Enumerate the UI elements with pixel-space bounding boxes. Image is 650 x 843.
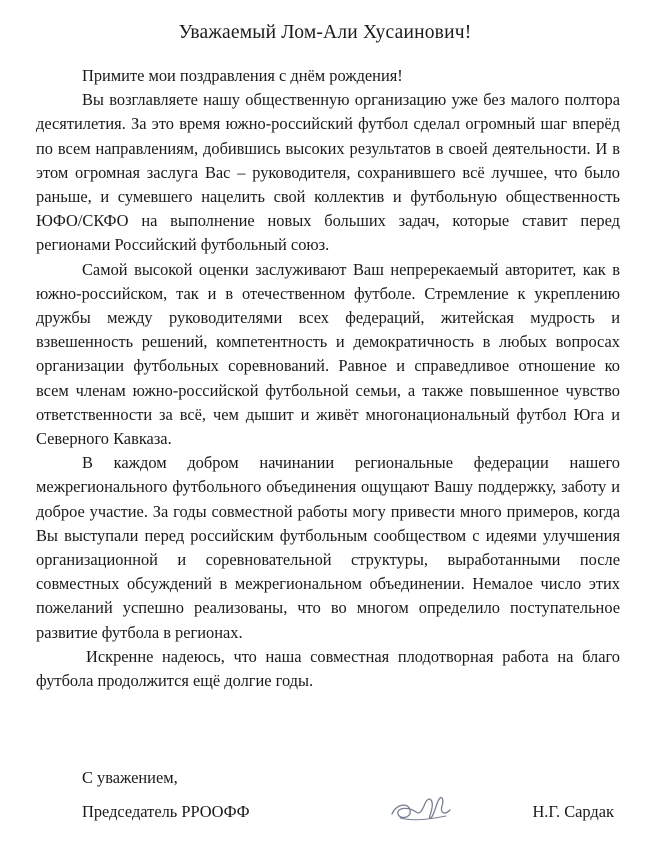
signer-title: Председатель РРООФФ xyxy=(82,802,250,821)
body-paragraph: Искренне надеюсь, что наша совместная плодотворная работа на благо футбола продолжится ещё долгие годы. xyxy=(36,646,620,691)
body-paragraph: Вы возглавляете нашу общественную организацию уже без малого полтора десятилетия. За это время южно-российский футбол сделал огромный шаг вперёд по всем направлениям, добившись высоких результатов в своей деятельности. И в этом огромная заслуга Вас – руководителя, сохранившего всё лучшее, что было раньше, и сумевшего нацелить свой коллектив и футбольную общественность ЮФО/СКФО на выполнение новых больших задач, которые ставит перед регионами Российский футбольный союз. xyxy=(36,90,620,255)
letter-body xyxy=(36,64,620,693)
greeting-paragraph: Примите мои поздравления с днём рождения! xyxy=(82,66,403,85)
letter-salutation: Уважаемый Лом-Али Хусаинович! xyxy=(178,22,472,43)
closing-phrase: С уважением, xyxy=(82,768,178,787)
handwritten-signature-icon xyxy=(386,788,456,828)
body-paragraph: Самой высокой оценки заслуживают Ваш непререкаемый авторитет, как в южно-российском, так и в отечественном футболе. Стремление к укреплению дружбы между руководителями всех федераций, житейская мудрость и взвешенность решений, компетентность и демократичность в любых вопросах организации футбольных соревнований. Равное и справедливое отношение ко всем членам южно-российской футбольной семьи, а также повышенное чувство ответственности за всё, чем дышит и живёт многонациональный футбол Юга и Северного Кавказа. xyxy=(36,259,620,449)
body-paragraph: В каждом добром начинании региональные федерации нашего межрегионального футбольного объединения ощущают Вашу поддержку, заботу и доброе участие. За годы совместной работы могу привести много примеров, когда Вы выступали перед российским футбольным сообществом с идеями улучшения организационной и соревновательной структуры, выработанными после совместных обсуждений в межрегиональном объединении. Немалое число этих пожеланий успешно реализованы, что во многом определило поступательное развитие футбола в регионах. xyxy=(36,453,620,642)
signature-block xyxy=(82,802,614,826)
signer-name: Н.Г. Сардак xyxy=(532,802,614,821)
